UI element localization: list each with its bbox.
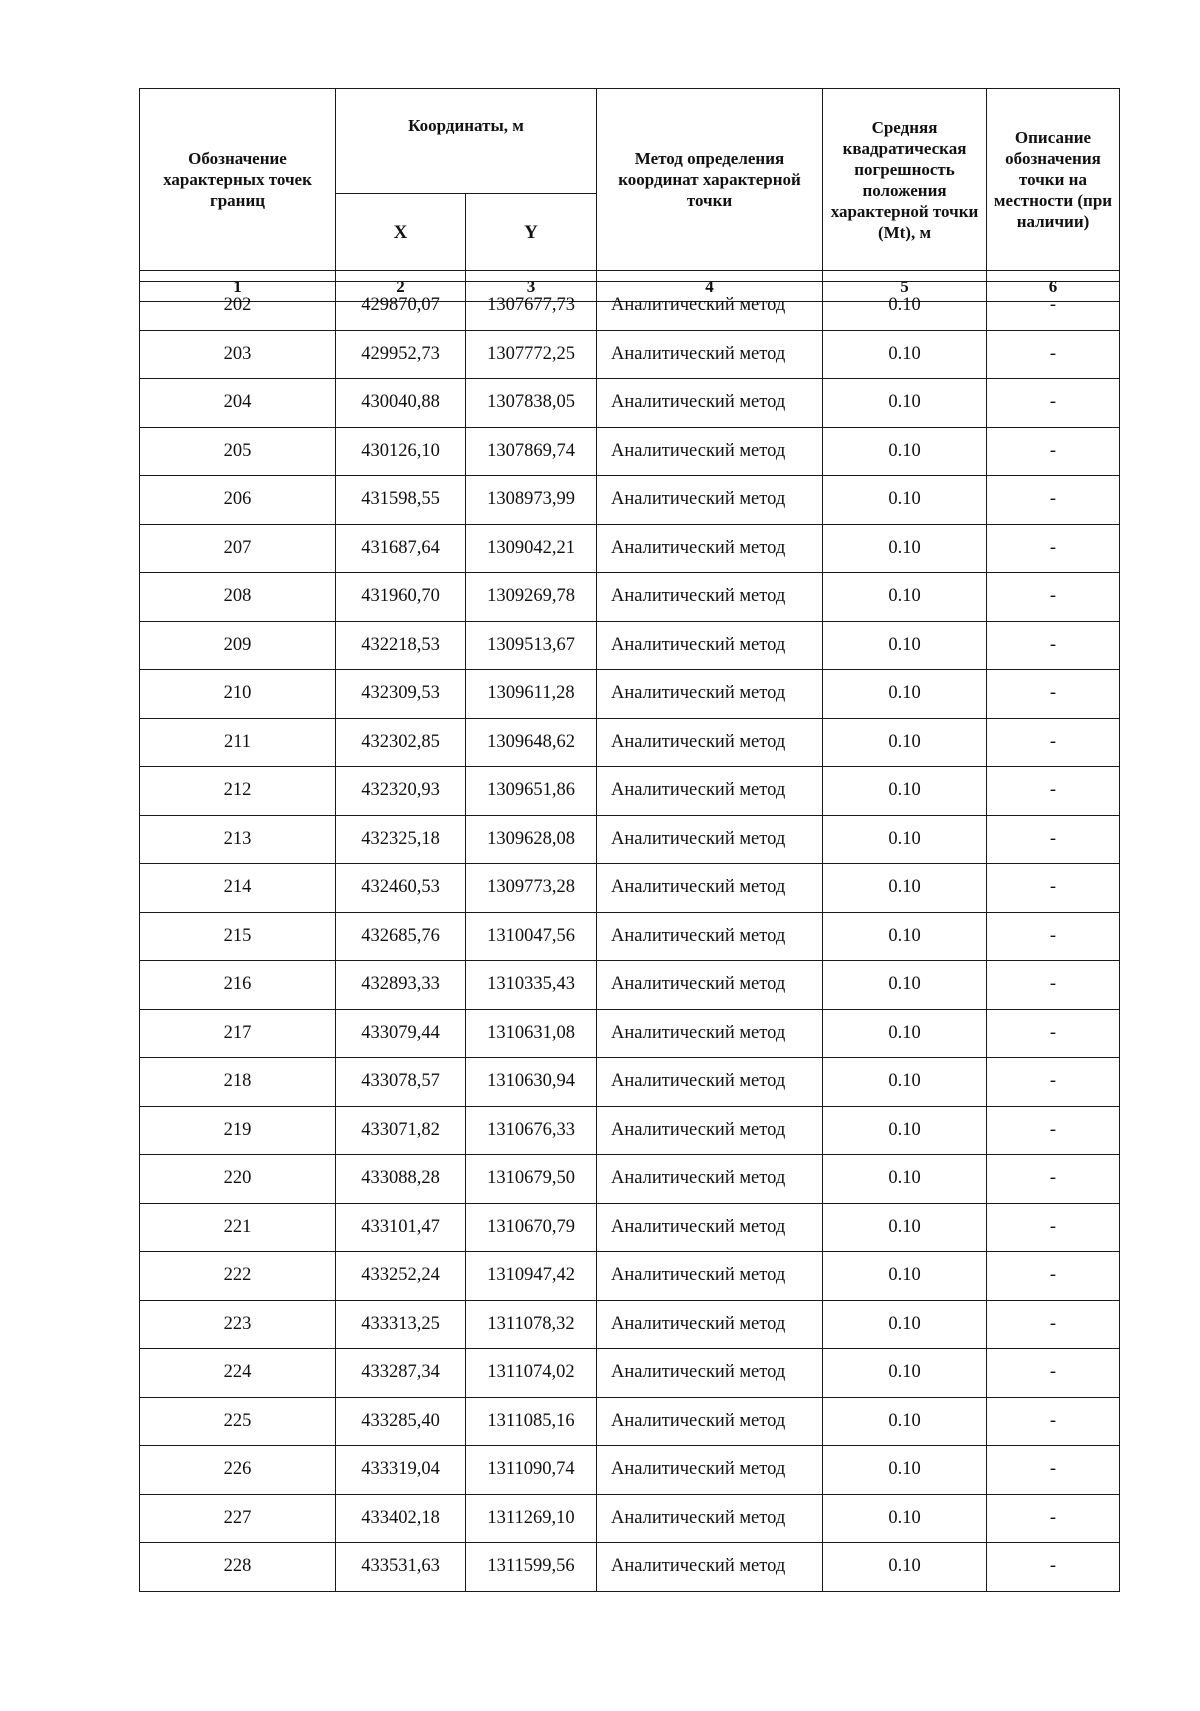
description-cell: - [987, 1009, 1120, 1058]
x-cell: 432320,93 [336, 767, 466, 816]
point-cell: 227 [140, 1494, 336, 1543]
point-cell: 214 [140, 864, 336, 913]
error-cell: 0.10 [823, 1494, 987, 1543]
y-cell: 1310679,50 [466, 1155, 597, 1204]
description-cell: - [987, 1106, 1120, 1155]
x-cell: 432460,53 [336, 864, 466, 913]
description-cell: - [987, 1155, 1120, 1204]
description-cell: - [987, 815, 1120, 864]
y-cell: 1310676,33 [466, 1106, 597, 1155]
method-cell: Аналитический метод [597, 1252, 823, 1301]
x-cell: 433071,82 [336, 1106, 466, 1155]
coordinates-table-header [139, 88, 1120, 302]
method-cell: Аналитический метод [597, 476, 823, 525]
table-row [140, 524, 1120, 573]
method-cell: Аналитический метод [597, 864, 823, 913]
x-cell: 433287,34 [336, 1349, 466, 1398]
x-cell: 432302,85 [336, 718, 466, 767]
description-cell: - [987, 1058, 1120, 1107]
y-cell: 1311074,02 [466, 1349, 597, 1398]
point-cell: 206 [140, 476, 336, 525]
method-cell: Аналитический метод [597, 330, 823, 379]
method-cell: Аналитический метод [597, 1397, 823, 1446]
y-cell: 1308973,99 [466, 476, 597, 525]
method-cell: Аналитический метод [597, 1203, 823, 1252]
x-cell: 433078,57 [336, 1058, 466, 1107]
method-cell: Аналитический метод [597, 1446, 823, 1495]
description-cell: - [987, 379, 1120, 428]
y-cell: 1309773,28 [466, 864, 597, 913]
description-cell: - [987, 476, 1120, 525]
method-cell: Аналитический метод [597, 573, 823, 622]
header-y: Y [466, 194, 597, 271]
table-row [140, 670, 1120, 719]
table-row [140, 1203, 1120, 1252]
point-cell: 207 [140, 524, 336, 573]
method-cell: Аналитический метод [597, 1543, 823, 1592]
header-method: Метод определения координат характерной точки [597, 89, 823, 271]
method-cell: Аналитический метод [597, 1300, 823, 1349]
table-row [140, 815, 1120, 864]
x-cell: 431960,70 [336, 573, 466, 622]
method-cell: Аналитический метод [597, 1349, 823, 1398]
table-row [140, 1494, 1120, 1543]
description-cell: - [987, 1349, 1120, 1398]
y-cell: 1307772,25 [466, 330, 597, 379]
description-cell: - [987, 1252, 1120, 1301]
error-cell: 0.10 [823, 1155, 987, 1204]
error-cell: 0.10 [823, 1058, 987, 1107]
point-cell: 208 [140, 573, 336, 622]
method-cell: Аналитический метод [597, 1155, 823, 1204]
method-cell: Аналитический метод [597, 670, 823, 719]
table-row [140, 1543, 1120, 1592]
error-cell: 0.10 [823, 1203, 987, 1252]
column-number-6: 6 [987, 271, 1120, 302]
coordinates-table-body [139, 281, 1120, 1592]
error-cell: 0.10 [823, 912, 987, 961]
point-cell: 218 [140, 1058, 336, 1107]
table-row [140, 767, 1120, 816]
y-cell: 1310631,08 [466, 1009, 597, 1058]
description-cell: - [987, 621, 1120, 670]
method-cell: Аналитический метод [597, 282, 823, 331]
header-point-designation: Обозначение характерных точек границ [140, 89, 336, 271]
error-cell: 0.10 [823, 1009, 987, 1058]
error-cell: 0.10 [823, 1543, 987, 1592]
header-coordinates: Координаты, м [336, 89, 597, 194]
point-cell: 220 [140, 1155, 336, 1204]
description-cell: - [987, 912, 1120, 961]
column-number-5: 5 [823, 271, 987, 302]
description-cell: - [987, 1300, 1120, 1349]
x-cell: 429952,73 [336, 330, 466, 379]
point-cell: 228 [140, 1543, 336, 1592]
column-number-2: 2 [336, 271, 466, 302]
description-cell: - [987, 1397, 1120, 1446]
error-cell: 0.10 [823, 427, 987, 476]
point-cell: 205 [140, 427, 336, 476]
table-row [140, 1009, 1120, 1058]
error-cell: 0.10 [823, 1349, 987, 1398]
method-cell: Аналитический метод [597, 767, 823, 816]
x-cell: 432893,33 [336, 961, 466, 1010]
x-cell: 432218,53 [336, 621, 466, 670]
y-cell: 1309042,21 [466, 524, 597, 573]
x-cell: 432325,18 [336, 815, 466, 864]
description-cell: - [987, 573, 1120, 622]
column-number-3: 3 [466, 271, 597, 302]
y-cell: 1309648,62 [466, 718, 597, 767]
point-cell: 215 [140, 912, 336, 961]
x-cell: 433252,24 [336, 1252, 466, 1301]
error-cell: 0.10 [823, 524, 987, 573]
point-cell: 225 [140, 1397, 336, 1446]
table-row [140, 1155, 1120, 1204]
y-cell: 1309651,86 [466, 767, 597, 816]
description-cell: - [987, 1203, 1120, 1252]
description-cell: - [987, 282, 1120, 331]
table-row [140, 427, 1120, 476]
y-cell: 1310947,42 [466, 1252, 597, 1301]
error-cell: 0.10 [823, 1300, 987, 1349]
point-cell: 222 [140, 1252, 336, 1301]
y-cell: 1310335,43 [466, 961, 597, 1010]
y-cell: 1311090,74 [466, 1446, 597, 1495]
error-cell: 0.10 [823, 864, 987, 913]
table-row [140, 864, 1120, 913]
error-cell: 0.10 [823, 815, 987, 864]
y-cell: 1311085,16 [466, 1397, 597, 1446]
table-row [140, 912, 1120, 961]
description-cell: - [987, 961, 1120, 1010]
method-cell: Аналитический метод [597, 379, 823, 428]
point-cell: 211 [140, 718, 336, 767]
y-cell: 1311269,10 [466, 1494, 597, 1543]
method-cell: Аналитический метод [597, 961, 823, 1010]
y-cell: 1310630,94 [466, 1058, 597, 1107]
table-row [140, 476, 1120, 525]
table-row [140, 1349, 1120, 1398]
y-cell: 1309611,28 [466, 670, 597, 719]
x-cell: 429870,07 [336, 282, 466, 331]
table-row [140, 573, 1120, 622]
point-cell: 213 [140, 815, 336, 864]
y-cell: 1310047,56 [466, 912, 597, 961]
point-cell: 209 [140, 621, 336, 670]
table-row [140, 1300, 1120, 1349]
x-cell: 433402,18 [336, 1494, 466, 1543]
x-cell: 431687,64 [336, 524, 466, 573]
method-cell: Аналитический метод [597, 621, 823, 670]
x-cell: 433319,04 [336, 1446, 466, 1495]
description-cell: - [987, 670, 1120, 719]
x-cell: 433313,25 [336, 1300, 466, 1349]
error-cell: 0.10 [823, 330, 987, 379]
description-cell: - [987, 330, 1120, 379]
x-cell: 432685,76 [336, 912, 466, 961]
method-cell: Аналитический метод [597, 524, 823, 573]
y-cell: 1311599,56 [466, 1543, 597, 1592]
x-cell: 430126,10 [336, 427, 466, 476]
table-row [140, 1058, 1120, 1107]
y-cell: 1309269,78 [466, 573, 597, 622]
error-cell: 0.10 [823, 1446, 987, 1495]
table-row [140, 379, 1120, 428]
x-cell: 432309,53 [336, 670, 466, 719]
description-cell: - [987, 427, 1120, 476]
error-cell: 0.10 [823, 1252, 987, 1301]
error-cell: 0.10 [823, 282, 987, 331]
method-cell: Аналитический метод [597, 1009, 823, 1058]
error-cell: 0.10 [823, 670, 987, 719]
point-cell: 212 [140, 767, 336, 816]
error-cell: 0.10 [823, 718, 987, 767]
point-cell: 219 [140, 1106, 336, 1155]
error-cell: 0.10 [823, 379, 987, 428]
x-cell: 430040,88 [336, 379, 466, 428]
point-cell: 210 [140, 670, 336, 719]
error-cell: 0.10 [823, 1397, 987, 1446]
point-cell: 202 [140, 282, 336, 331]
method-cell: Аналитический метод [597, 1058, 823, 1107]
y-cell: 1309628,08 [466, 815, 597, 864]
y-cell: 1310670,79 [466, 1203, 597, 1252]
point-cell: 221 [140, 1203, 336, 1252]
table-row [140, 718, 1120, 767]
header-x: X [336, 194, 466, 271]
column-number-4: 4 [597, 271, 823, 302]
y-cell: 1311078,32 [466, 1300, 597, 1349]
error-cell: 0.10 [823, 476, 987, 525]
point-cell: 223 [140, 1300, 336, 1349]
method-cell: Аналитический метод [597, 1494, 823, 1543]
point-cell: 217 [140, 1009, 336, 1058]
column-number-1: 1 [140, 271, 336, 302]
description-cell: - [987, 1494, 1120, 1543]
error-cell: 0.10 [823, 961, 987, 1010]
table-row [140, 282, 1120, 331]
description-cell: - [987, 864, 1120, 913]
x-cell: 433531,63 [336, 1543, 466, 1592]
header-error: Средняя квадратическая погрешность положения характерной точки (Mt), м [823, 89, 987, 271]
description-cell: - [987, 1446, 1120, 1495]
error-cell: 0.10 [823, 621, 987, 670]
x-cell: 433285,40 [336, 1397, 466, 1446]
table-row [140, 961, 1120, 1010]
description-cell: - [987, 718, 1120, 767]
point-cell: 224 [140, 1349, 336, 1398]
y-cell: 1307677,73 [466, 282, 597, 331]
table-row [140, 621, 1120, 670]
y-cell: 1307869,74 [466, 427, 597, 476]
header-description: Описание обозначения точки на местности (при наличии) [987, 89, 1120, 271]
error-cell: 0.10 [823, 1106, 987, 1155]
method-cell: Аналитический метод [597, 815, 823, 864]
error-cell: 0.10 [823, 767, 987, 816]
table-row [140, 330, 1120, 379]
method-cell: Аналитический метод [597, 427, 823, 476]
x-cell: 433101,47 [336, 1203, 466, 1252]
table-row [140, 1397, 1120, 1446]
x-cell: 433079,44 [336, 1009, 466, 1058]
error-cell: 0.10 [823, 573, 987, 622]
table-row [140, 1252, 1120, 1301]
description-cell: - [987, 1543, 1120, 1592]
table-row [140, 1446, 1120, 1495]
point-cell: 204 [140, 379, 336, 428]
description-cell: - [987, 524, 1120, 573]
point-cell: 226 [140, 1446, 336, 1495]
x-cell: 433088,28 [336, 1155, 466, 1204]
method-cell: Аналитический метод [597, 1106, 823, 1155]
method-cell: Аналитический метод [597, 718, 823, 767]
description-cell: - [987, 767, 1120, 816]
point-cell: 203 [140, 330, 336, 379]
y-cell: 1307838,05 [466, 379, 597, 428]
table-row [140, 1106, 1120, 1155]
method-cell: Аналитический метод [597, 912, 823, 961]
x-cell: 431598,55 [336, 476, 466, 525]
y-cell: 1309513,67 [466, 621, 597, 670]
point-cell: 216 [140, 961, 336, 1010]
